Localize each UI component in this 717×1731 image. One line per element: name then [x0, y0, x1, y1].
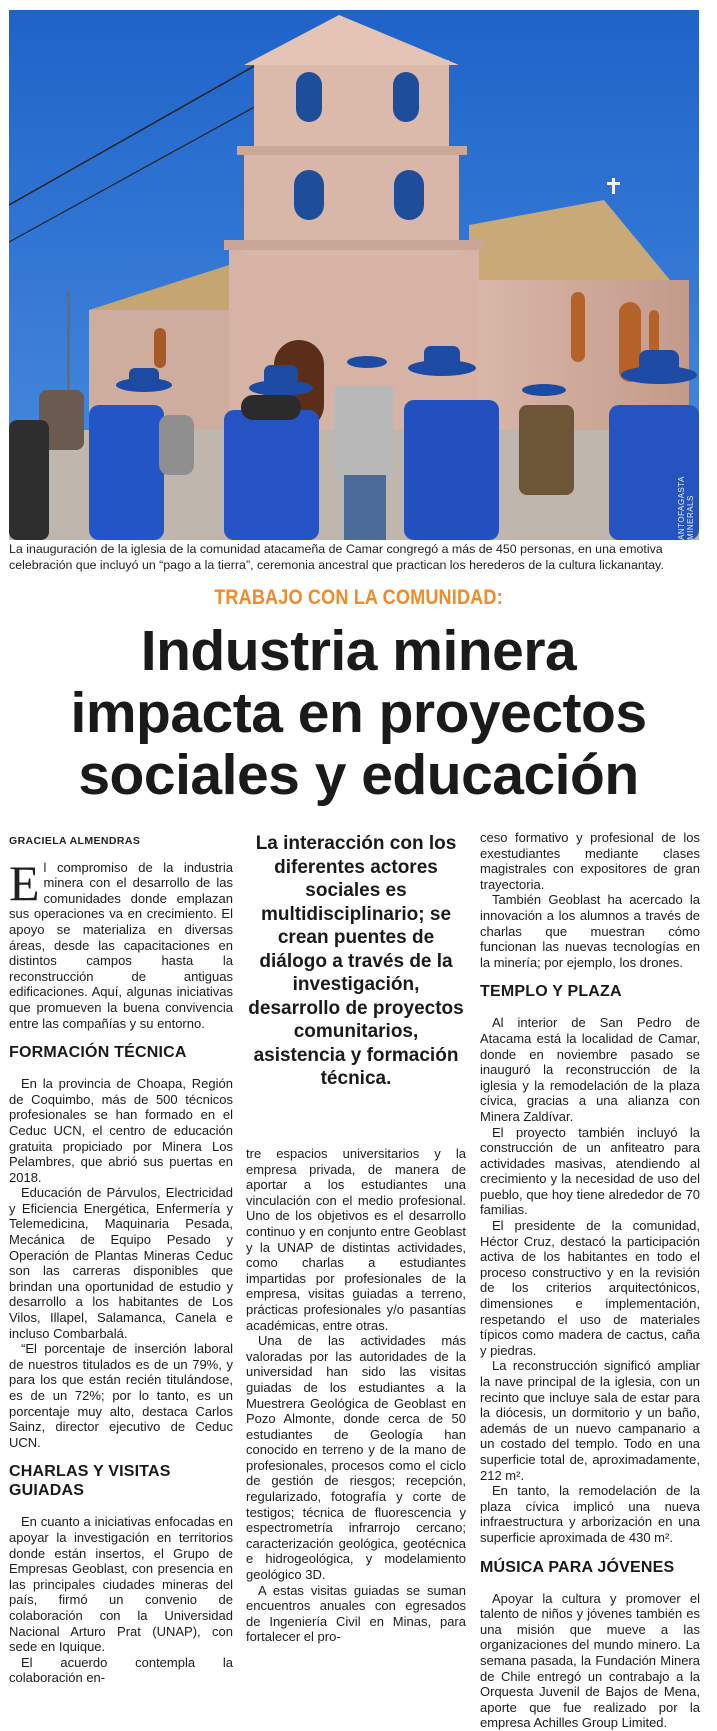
paragraph: En la provincia de Choapa, Región de Coquimbo, más de 500 técnicos profesionales se han formado en el Ceduc UCN, el centro de educación gratuita propiciado por Minera Los Pelambres, que abrió sus puertas en 2018. [9, 1076, 233, 1185]
paragraph: El presidente de la comunidad, Héctor Cruz, destacó la participación activa de los habitantes en todo el proceso constructivo y en la revisión de los criterios arquitectónicos, dimensiones e implementación, respetando el uso de materiales típicos como madera de cactus, caña y piedras. [480, 1218, 700, 1358]
article-headline [0, 620, 717, 806]
tower-opening [394, 170, 424, 220]
pull-quote: La interacción con los diferentes actores sociales es multidisciplinario; se crean puentes de diálogo a través de la investigación, desarrollo de proyectos comunitarios, asistencia y formación técnica. [248, 833, 464, 1089]
subheading-formacion-tecnica: FORMACIÓN TÉCNICA [9, 1044, 187, 1062]
column-3 [480, 830, 700, 1731]
tower-opening [294, 170, 324, 220]
hood [241, 395, 301, 420]
drop-cap: E [9, 854, 40, 911]
article-kicker: TRABAJO CON LA COMUNIDAD: [214, 586, 503, 609]
paragraph: A estas visitas guiadas se suman encuentros anuales con egresados de Ingeniería Civil en Minas, para fortalecer el pro- [246, 1582, 466, 1645]
hat [424, 346, 460, 370]
blue-vest [89, 405, 164, 540]
byline: GRACIELA ALMENDRAS [9, 835, 141, 847]
paragraph: También Geoblast ha acercado la innovación a los alumnos a través de charlas que muestran cómo funcionan las nuevas tecnologías en la minería; por ejemplo, los drones. [480, 892, 700, 970]
church-window [154, 328, 166, 368]
tower-opening [296, 72, 322, 122]
paragraph: ceso formativo y profesional de los exestudiantes mediante clases magistrales con expositores de gran trayectoria. [480, 830, 700, 892]
paragraph: Apoyar la cultura y promover el talento de niños y jóvenes también es una misión que mueve a las organizaciones del mundo minero. La semana pasada, la Fundación Minera de Chile entregó un contrabajo a la Orquesta Juvenil de Bajos de Mena, aporte que fue realizado por la empresa Achilles Group Limited. [480, 1590, 700, 1731]
poncho [519, 405, 574, 495]
paragraph: tre espacios universitarios y la empresa privada, de manera de aportar a los estudiantes una vinculación con el medio profesional. Uno de los objetivos es el desarrollo continuo y en conjunto entre Geoblast y la UNAP de distintas actividades, como charlas a estudiantes impartidas por profesionales de la empresa, visitas guiadas a terreno, prácticas profesionales y/o pasantías académicas, entre otras. [246, 1146, 466, 1333]
headline-line: impacta en proyectos [70, 681, 647, 745]
article-photo [9, 10, 699, 540]
hat [347, 356, 387, 368]
lead-paragraph [9, 854, 233, 1032]
paragraph: “El porcentaje de inserción laboral de nuestros titulados es de un 79%, y para los que están recién titulándose, es de un 72%; por lo tanto, es un porcentaje muy alto, destaca Carlos Sainz, director ejecutivo de Ceduc UCN. [9, 1341, 233, 1450]
tower-opening [393, 72, 419, 122]
paragraph: El acuerdo contempla la colaboración en- [9, 1654, 233, 1686]
bell-tower-top [254, 60, 449, 155]
church-ceremony-illustration [9, 10, 699, 540]
blue-vest [224, 410, 319, 540]
sleeve [159, 415, 194, 475]
hat [639, 350, 679, 376]
hat [129, 368, 159, 386]
hat [522, 384, 566, 396]
paragraph: El proyecto también incluyó la construcción de un anfiteatro para actividades masivas, atendiendo al crecimiento y la necesidad de uso del pueblo, que hoy tiene alrededor de 70 familias. [480, 1124, 700, 1218]
subheading-templo-plaza: TEMPLO Y PLAZA [480, 983, 622, 1001]
lead-text: l compromiso de la industria minera con el desarrollo de las comunidades donde emplazan sus operaciones va en crecimiento. El apoyo se materializa en diversas áreas, desde las capacitaciones en distintos campos hasta la reconstrucción de antiguas edificaciones. Aquí, algunas iniciativas que promueven la buena convivencia entre las compañías y su entorno. [9, 859, 233, 1031]
blue-vest [404, 400, 499, 540]
tower-ledge [237, 146, 467, 155]
paragraph: Educación de Párvulos, Electricidad y Eficiencia Energética, Enfermería y Telemedicina, Maquinaria Pesada, Mecánica de Equipo Pesado y Operación de Plantas Mineras Ceduc son las carreras disponibles que brindan una oportunidad de estudio y desarrollo a los habitantes de Los Vilos, Illapel, Salamanca, Canela e incluso Combarbalá. [9, 1185, 233, 1341]
church-window [571, 292, 585, 362]
bell-tower-mid [244, 150, 459, 255]
photo-caption: La inauguración de la iglesia de la comunidad atacameña de Camar congregó a más de 450 personas, en una emotiva celebración que incluyó un “pago a la tierra”, ceremonia ancestral que practican los herederos de la cultura lickanantay. [9, 542, 664, 572]
paragraph: En tanto, la remodelación de la plaza cívica implicó una nueva infraestructura y arborización en una superficie aproximada de 430 m². [480, 1483, 700, 1545]
paragraph: Al interior de San Pedro de Atacama está la localidad de Camar, donde en noviembre pasado se inauguró la reconstrucción de la iglesia y la remodelación de la plaza cívica, gracias a una alianza con Minera Zaldívar. [480, 1015, 700, 1124]
hat [264, 365, 298, 389]
paragraph: La reconstrucción significó ampliar la nave principal de la iglesia, con un recinto que incluye sala de estar para la diócesis, un dormitorio y un baño, además de un nuevo campanario a un costado del templo. Todo en una superficie total de, aproximadamente, 212 m². [480, 1358, 700, 1483]
subheading-charlas-visitas: CHARLAS Y VISITAS GUIADAS [9, 1463, 171, 1500]
photo-credit: ANTOFAGASTA MINERALS [677, 476, 695, 540]
crowd [9, 420, 49, 540]
paragraph: En cuanto a iniciativas enfocadas en apoyar la investigación en territorios donde están insertos, el Grupo de Empresas Geoblast, con presencia en las principales ciudades mineras del país, firmó un convenio de colaboración con la Universidad Nacional Arturo Prat (UNAP), con sede en Iquique. [9, 1514, 233, 1655]
cross [607, 182, 620, 185]
headline-line: sociales y educación [78, 743, 639, 807]
headline-line: Industria minera [140, 619, 577, 683]
person-jeans [344, 475, 386, 540]
paragraph: Una de las actividades más valoradas por las autoridades de la universidad han sido las visitas guiadas de los estudiantes a la Muestrera Geológica de Geoblast en Pozo Almonte, donde cerca de 50 estudiantes de Geología han conocido en terreno y de la mano de profesionales, procesos como el ciclo de gestión de riesgos; recepción, regularizado, fotografía y corte de testigos; técnica de fluorescencia y espectrometría infrarrojo cercano; caracterización geológica, geotécnica e hidrogeológica, y modelamiento geológico 3D. [246, 1333, 466, 1583]
subheading-musica-jovenes: MÚSICA PARA JÓVENES [480, 1558, 675, 1576]
tower-ledge [224, 240, 484, 250]
column-2 [246, 1146, 466, 1645]
person-shirt [334, 385, 394, 480]
column-1 [9, 834, 233, 1686]
cross [612, 178, 615, 194]
